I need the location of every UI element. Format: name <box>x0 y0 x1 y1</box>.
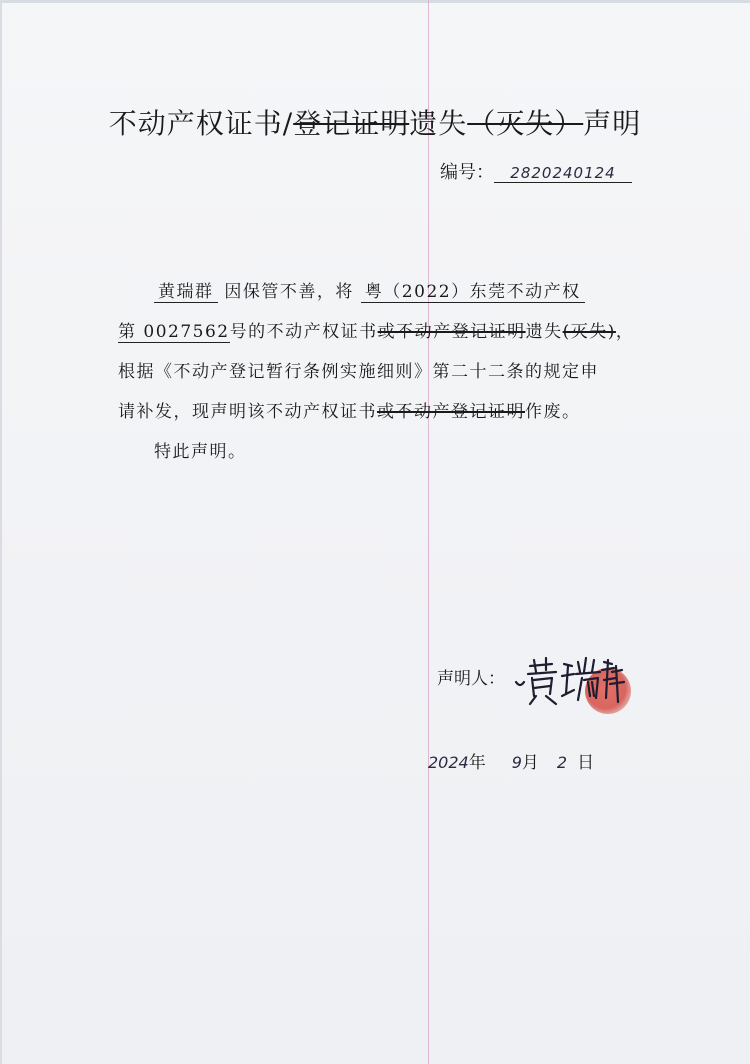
declaration-date <box>428 748 594 773</box>
body-line-1 <box>118 272 648 312</box>
body-line-2-lost: 遗失 <box>525 322 563 342</box>
serial-label: 编号： <box>440 162 494 183</box>
date-day-unit: 日 <box>577 753 595 773</box>
declaration-body <box>118 272 648 472</box>
title-part-certificate: 不动产权证书/ <box>108 107 294 140</box>
title-part-lost: 遗失 <box>409 107 468 140</box>
title-part-struck-destroyed: （灭失） <box>467 107 584 140</box>
certificate-prefix: 粤（2022）东莞不动产权 <box>361 282 585 303</box>
date-day: 2 <box>556 753 568 772</box>
body-line-4-text: 请补发，现声明该不动产权证书 <box>118 402 377 422</box>
body-line-2-struck-destroyed: (灭失) <box>562 322 616 342</box>
body-line-2-text: 号的不动产权证书 <box>229 322 378 342</box>
handwritten-signature <box>512 652 632 708</box>
body-line-2-end: ， <box>615 322 635 342</box>
body-line-4-struck: 或不动产登记证明 <box>377 402 525 422</box>
signature-icon <box>512 652 632 708</box>
body-line-4-end: 作废。 <box>525 402 581 422</box>
date-year: 2024 <box>428 753 469 772</box>
owner-name: 黄瑞群 <box>154 282 218 303</box>
date-year-unit: 年 <box>468 753 486 773</box>
scan-edge-left <box>0 0 2 1064</box>
declarant-label <box>437 664 505 689</box>
body-line-3-text: 根据《不动产登记暂行条例实施细则》第二十二条的规定申 <box>118 362 599 382</box>
margin-line <box>428 0 429 1064</box>
body-line-3 <box>118 352 648 392</box>
date-month: 9 <box>511 753 522 772</box>
declarant-label-text: 声明人： <box>437 669 505 689</box>
title-part-struck-registration: 登记证明 <box>293 107 410 140</box>
scan-edge-top <box>0 0 750 3</box>
title-part-declaration: 声明 <box>583 107 642 140</box>
body-closing <box>118 432 648 472</box>
serial-value: 2820240124 <box>494 164 632 183</box>
serial-number <box>440 158 632 184</box>
body-line-2-struck: 或不动产登记证明 <box>377 322 526 342</box>
closing-text: 特此声明。 <box>154 442 247 462</box>
body-line-2 <box>118 312 648 352</box>
document-title <box>0 102 750 142</box>
date-month-unit: 月 <box>521 753 539 773</box>
body-line-1-text: 因保管不善，将 <box>224 282 354 302</box>
body-line-4 <box>118 392 648 432</box>
certificate-number: 第 0027562 <box>118 322 230 342</box>
